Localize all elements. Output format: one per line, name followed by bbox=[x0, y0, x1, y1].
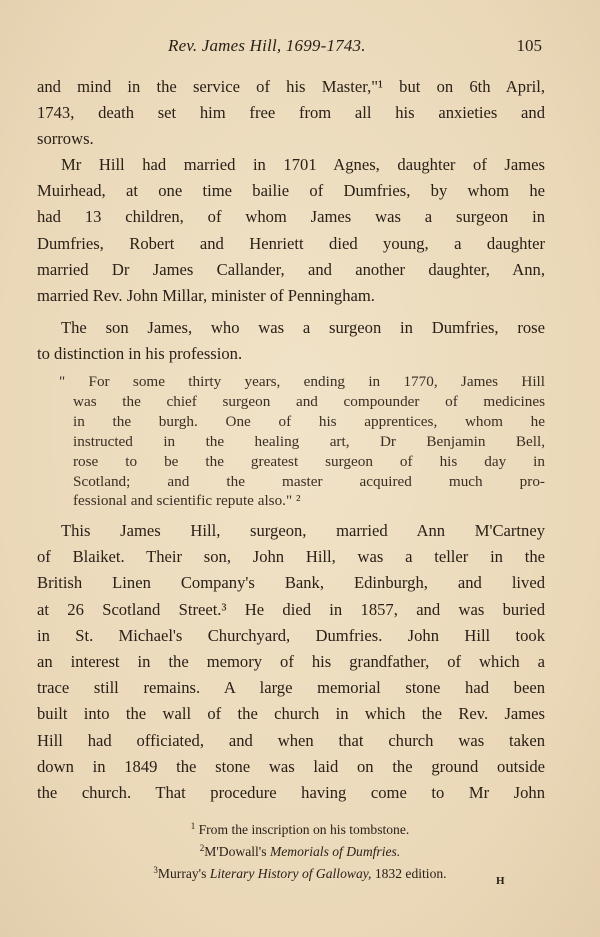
text-line: sorrows. bbox=[37, 129, 94, 149]
page-number: 105 bbox=[516, 36, 542, 55]
text-line: Muirhead, at one time bailie of Dumfries, by whom he bbox=[37, 181, 545, 201]
paragraph-continuation bbox=[37, 74, 545, 153]
footnote-2 bbox=[0, 839, 600, 861]
quote-line: Scotland; and the master acquired much pro- bbox=[73, 472, 545, 490]
quote-line: was the chief surgeon and compounder of medicines bbox=[73, 392, 545, 410]
text-line: The son James, who was a surgeon in Dumfries, rose bbox=[61, 318, 545, 337]
quote-line: " For some thirty years, ending in 1770, James Hill bbox=[59, 373, 545, 390]
footnote-text: 1832 edition. bbox=[371, 866, 447, 881]
footnote-text: From the inscription on his tombstone. bbox=[198, 822, 410, 837]
block-quote bbox=[59, 372, 545, 511]
quote-line: rose to be the greatest surgeon of his day in bbox=[73, 452, 545, 470]
text-line: an interest in the memory of his grandfather, of which a bbox=[37, 652, 545, 672]
text-line: married Rev. John Millar, minister of Penningham. bbox=[37, 286, 375, 306]
text-line: Dumfries, Robert and Henriett died young, a daughter bbox=[37, 233, 545, 253]
text-line: Hill had officiated, and when that church was taken bbox=[37, 730, 545, 750]
footnote-3 bbox=[0, 861, 600, 883]
text-line: This James Hill, surgeon, married Ann M'Cartney bbox=[61, 521, 545, 540]
footnote-text: M'Dowall's bbox=[204, 844, 270, 859]
footnote-marker: 3 bbox=[153, 865, 158, 875]
quote-line: instructed in the healing art, Dr Benjamin Bell, bbox=[73, 432, 545, 450]
footnote-title: Literary History of Galloway, bbox=[209, 866, 372, 881]
text-line: at 26 Scotland Street.³ He died in 1857, and was buried bbox=[37, 599, 545, 619]
text-line: in St. Michael's Churchyard, Dumfries. John Hill took bbox=[37, 625, 545, 645]
footnote-marker: 2 bbox=[199, 843, 205, 853]
text-line: 1743, death set him free from all his anxieties and bbox=[37, 103, 545, 123]
text-line: built into the wall of the church in which the Rev. James bbox=[37, 704, 545, 724]
paragraph-john-hill bbox=[37, 518, 545, 806]
paragraph-marriage bbox=[37, 152, 545, 309]
text-line: married Dr James Callander, and another daughter, Ann, bbox=[37, 259, 545, 279]
text-line: and mind in the service of his Master,"¹ but on 6th April, bbox=[37, 77, 545, 96]
footnote-text: Murray's bbox=[157, 866, 210, 881]
running-title: Rev. James Hill, 1699-1743. bbox=[168, 36, 366, 55]
signature-mark: H bbox=[496, 875, 506, 887]
footnote-1 bbox=[0, 817, 600, 839]
quote-line: in the burgh. One of his apprentices, whom he bbox=[73, 412, 545, 430]
footnotes bbox=[0, 817, 600, 883]
quote-line: fessional and scientific repute also." ² bbox=[73, 492, 301, 510]
text-line: of Blaiket. Their son, John Hill, was a teller in the bbox=[37, 547, 545, 567]
page-header bbox=[0, 36, 600, 60]
text-line: to distinction in his profession. bbox=[37, 344, 243, 364]
text-line: British Linen Company's Bank, Edinburgh, and lived bbox=[37, 573, 545, 593]
footnote-marker: 1 bbox=[190, 821, 196, 831]
text-line: the church. That procedure having come to Mr John bbox=[37, 783, 545, 803]
paragraph-son-james bbox=[37, 315, 545, 367]
text-line: Mr Hill had married in 1701 Agnes, daughter of James bbox=[61, 155, 545, 174]
footnote-title: Memorials of Dumfries. bbox=[269, 844, 401, 859]
text-line: down in 1849 the stone was laid on the ground outside bbox=[37, 756, 545, 776]
text-line: trace still remains. A large memorial stone had been bbox=[37, 678, 545, 698]
text-line: had 13 children, of whom James was a surgeon in bbox=[37, 207, 545, 227]
